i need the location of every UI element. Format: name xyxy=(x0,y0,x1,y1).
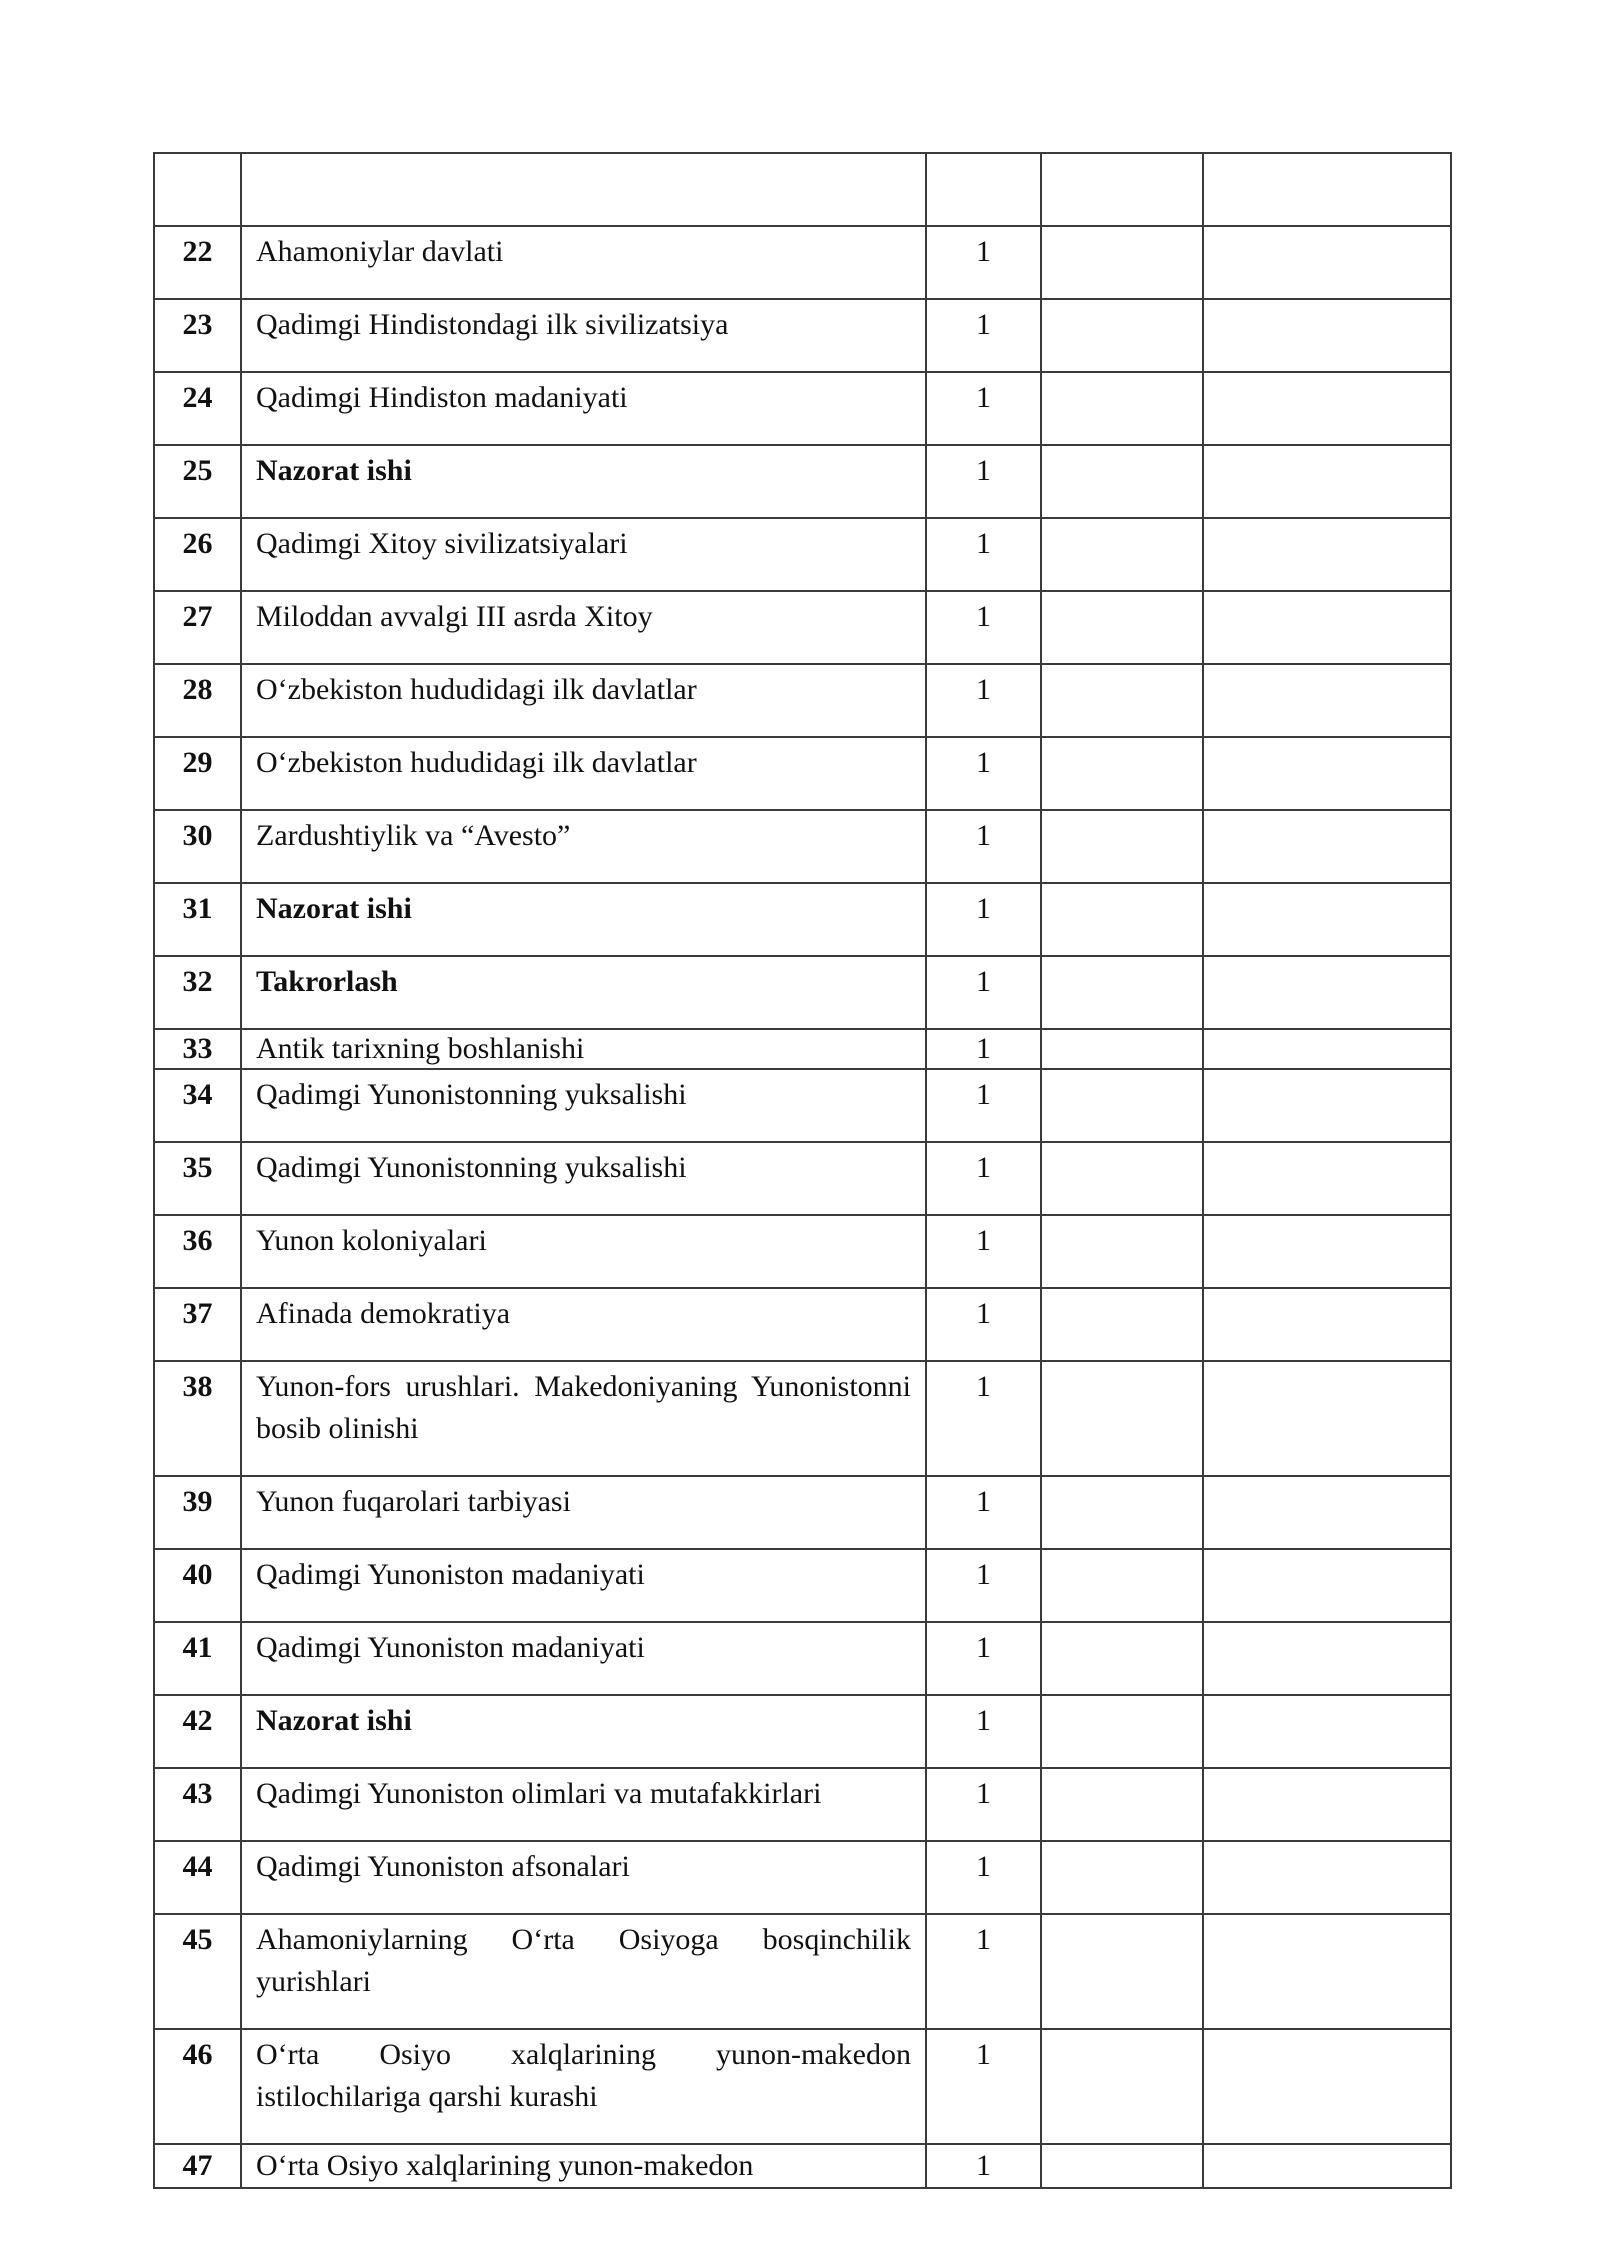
lesson-date-cell xyxy=(1041,1768,1203,1841)
lesson-hours: 1 xyxy=(926,591,1041,664)
lesson-hours: 1 xyxy=(926,445,1041,518)
lesson-number: 29 xyxy=(154,737,241,810)
lesson-hours: 1 xyxy=(926,664,1041,737)
lesson-note-cell xyxy=(1203,2029,1451,2144)
lesson-hours: 1 xyxy=(926,1768,1041,1841)
table-row xyxy=(154,1069,1451,1142)
lesson-topic: O‘zbekiston hududidagi ilk davlatlar xyxy=(241,664,926,737)
lesson-number: 40 xyxy=(154,1549,241,1622)
table-row xyxy=(154,226,1451,299)
table-row xyxy=(154,1695,1451,1768)
lesson-topic: O‘rta Osiyo xalqlarining yunon-makedon xyxy=(241,2144,926,2188)
lesson-hours: 1 xyxy=(926,883,1041,956)
lesson-note-cell xyxy=(1203,1029,1451,1069)
lesson-number: 47 xyxy=(154,2144,241,2188)
lesson-topic: Qadimgi Yunonistonning yuksalishi xyxy=(241,1069,926,1142)
lesson-hours: 1 xyxy=(926,1361,1041,1476)
lesson-date-cell xyxy=(1041,737,1203,810)
table-row xyxy=(154,1914,1451,2029)
table-row xyxy=(154,1768,1451,1841)
lesson-topic: Qadimgi Yunoniston madaniyati xyxy=(241,1549,926,1622)
lesson-number: 39 xyxy=(154,1476,241,1549)
lesson-hours: 1 xyxy=(926,1476,1041,1549)
header-cell-date xyxy=(1041,153,1203,226)
lesson-topic: Antik tarixning boshlanishi xyxy=(241,1029,926,1069)
lesson-topic: Qadimgi Xitoy sivilizatsiyalari xyxy=(241,518,926,591)
lesson-hours: 1 xyxy=(926,1622,1041,1695)
header-cell-topic xyxy=(241,153,926,226)
lesson-hours: 1 xyxy=(926,956,1041,1029)
lesson-topic: Nazorat ishi xyxy=(241,1695,926,1768)
lesson-number: 36 xyxy=(154,1215,241,1288)
header-cell-note xyxy=(1203,153,1451,226)
lesson-topic: Nazorat ishi xyxy=(241,445,926,518)
lesson-hours: 1 xyxy=(926,1142,1041,1215)
lesson-note-cell xyxy=(1203,1914,1451,2029)
lesson-date-cell xyxy=(1041,299,1203,372)
lesson-note-cell xyxy=(1203,1841,1451,1914)
lesson-topic: Qadimgi Hindiston madaniyati xyxy=(241,372,926,445)
lesson-date-cell xyxy=(1041,372,1203,445)
lesson-date-cell xyxy=(1041,445,1203,518)
lesson-note-cell xyxy=(1203,445,1451,518)
lesson-number: 24 xyxy=(154,372,241,445)
lesson-number: 27 xyxy=(154,591,241,664)
lesson-note-cell xyxy=(1203,1069,1451,1142)
lesson-note-cell xyxy=(1203,1549,1451,1622)
table-row xyxy=(154,1215,1451,1288)
table-row xyxy=(154,1622,1451,1695)
lesson-number: 41 xyxy=(154,1622,241,1695)
header-cell-hours xyxy=(926,153,1041,226)
lesson-number: 28 xyxy=(154,664,241,737)
lesson-hours: 1 xyxy=(926,518,1041,591)
lesson-date-cell xyxy=(1041,591,1203,664)
lesson-hours: 1 xyxy=(926,2029,1041,2144)
table-row xyxy=(154,1549,1451,1622)
lesson-hours: 1 xyxy=(926,1288,1041,1361)
lesson-hours: 1 xyxy=(926,299,1041,372)
lesson-topic: O‘rta Osiyo xalqlarining yunon-makedon istilochilariga qarshi kurashi xyxy=(241,2029,926,2144)
lesson-topic: O‘zbekiston hududidagi ilk davlatlar xyxy=(241,737,926,810)
table-row xyxy=(154,1361,1451,1476)
table-row xyxy=(154,2029,1451,2144)
lesson-note-cell xyxy=(1203,2144,1451,2188)
table-body xyxy=(154,153,1451,2188)
lesson-number: 25 xyxy=(154,445,241,518)
lesson-number: 26 xyxy=(154,518,241,591)
table-row xyxy=(154,956,1451,1029)
lesson-hours: 1 xyxy=(926,1029,1041,1069)
table-row xyxy=(154,810,1451,883)
lesson-date-cell xyxy=(1041,1695,1203,1768)
lesson-number: 35 xyxy=(154,1142,241,1215)
lesson-topic: Qadimgi Hindistondagi ilk sivilizatsiya xyxy=(241,299,926,372)
lesson-hours: 1 xyxy=(926,1215,1041,1288)
lesson-number: 45 xyxy=(154,1914,241,2029)
table-row xyxy=(154,591,1451,664)
lesson-date-cell xyxy=(1041,1914,1203,2029)
lesson-date-cell xyxy=(1041,2144,1203,2188)
lesson-number: 44 xyxy=(154,1841,241,1914)
lesson-topic: Nazorat ishi xyxy=(241,883,926,956)
lesson-date-cell xyxy=(1041,1549,1203,1622)
lesson-number: 43 xyxy=(154,1768,241,1841)
lesson-number: 34 xyxy=(154,1069,241,1142)
table-row xyxy=(154,664,1451,737)
table-row xyxy=(154,1476,1451,1549)
lesson-topic: Qadimgi Yunoniston olimlari va mutafakkirlari xyxy=(241,1768,926,1841)
lesson-note-cell xyxy=(1203,372,1451,445)
lesson-note-cell xyxy=(1203,883,1451,956)
lesson-date-cell xyxy=(1041,1361,1203,1476)
table-row xyxy=(154,299,1451,372)
lesson-date-cell xyxy=(1041,1476,1203,1549)
lesson-note-cell xyxy=(1203,299,1451,372)
lesson-note-cell xyxy=(1203,1288,1451,1361)
lesson-note-cell xyxy=(1203,664,1451,737)
lesson-topic: Qadimgi Yunonistonning yuksalishi xyxy=(241,1142,926,1215)
lesson-note-cell xyxy=(1203,737,1451,810)
lesson-note-cell xyxy=(1203,1476,1451,1549)
lesson-hours: 1 xyxy=(926,1069,1041,1142)
table-row xyxy=(154,737,1451,810)
lesson-hours: 1 xyxy=(926,1841,1041,1914)
lesson-date-cell xyxy=(1041,1288,1203,1361)
lesson-plan-table xyxy=(153,152,1452,2189)
lesson-hours: 1 xyxy=(926,810,1041,883)
lesson-date-cell xyxy=(1041,810,1203,883)
table-row xyxy=(154,1288,1451,1361)
lesson-date-cell xyxy=(1041,1215,1203,1288)
lesson-topic: Takrorlash xyxy=(241,956,926,1029)
lesson-note-cell xyxy=(1203,1768,1451,1841)
table-row xyxy=(154,883,1451,956)
lesson-topic: Qadimgi Yunoniston afsonalari xyxy=(241,1841,926,1914)
lesson-number: 23 xyxy=(154,299,241,372)
lesson-topic: Yunon-fors urushlari. Makedoniyaning Yunonistonni bosib olinishi xyxy=(241,1361,926,1476)
lesson-hours: 1 xyxy=(926,372,1041,445)
lesson-hours: 1 xyxy=(926,1549,1041,1622)
lesson-hours: 1 xyxy=(926,1914,1041,2029)
lesson-number: 30 xyxy=(154,810,241,883)
table-row xyxy=(154,518,1451,591)
lesson-note-cell xyxy=(1203,1695,1451,1768)
lesson-note-cell xyxy=(1203,1361,1451,1476)
lesson-topic: Miloddan avvalgi III asrda Xitoy xyxy=(241,591,926,664)
lesson-note-cell xyxy=(1203,1215,1451,1288)
lesson-number: 31 xyxy=(154,883,241,956)
lesson-hours: 1 xyxy=(926,2144,1041,2188)
lesson-hours: 1 xyxy=(926,226,1041,299)
lesson-note-cell xyxy=(1203,1622,1451,1695)
table-row xyxy=(154,1841,1451,1914)
lesson-date-cell xyxy=(1041,1841,1203,1914)
lesson-topic: Qadimgi Yunoniston madaniyati xyxy=(241,1622,926,1695)
lesson-number: 32 xyxy=(154,956,241,1029)
lesson-note-cell xyxy=(1203,518,1451,591)
lesson-topic: Yunon koloniyalari xyxy=(241,1215,926,1288)
lesson-note-cell xyxy=(1203,1142,1451,1215)
lesson-note-cell xyxy=(1203,810,1451,883)
lesson-topic: Ahamoniylar davlati xyxy=(241,226,926,299)
lesson-date-cell xyxy=(1041,664,1203,737)
lesson-number: 33 xyxy=(154,1029,241,1069)
lesson-date-cell xyxy=(1041,226,1203,299)
lesson-topic: Zardushtiylik va “Avesto” xyxy=(241,810,926,883)
table-row xyxy=(154,1142,1451,1215)
lesson-note-cell xyxy=(1203,226,1451,299)
lesson-note-cell xyxy=(1203,956,1451,1029)
lesson-date-cell xyxy=(1041,883,1203,956)
lesson-topic: Yunon fuqarolari tarbiyasi xyxy=(241,1476,926,1549)
lesson-date-cell xyxy=(1041,518,1203,591)
lesson-date-cell xyxy=(1041,1069,1203,1142)
lesson-date-cell xyxy=(1041,1029,1203,1069)
lesson-hours: 1 xyxy=(926,1695,1041,1768)
lesson-number: 22 xyxy=(154,226,241,299)
lesson-date-cell xyxy=(1041,1622,1203,1695)
lesson-hours: 1 xyxy=(926,737,1041,810)
lesson-number: 37 xyxy=(154,1288,241,1361)
table-row xyxy=(154,445,1451,518)
lesson-topic: Ahamoniylarning O‘rta Osiyoga bosqinchilik yurishlari xyxy=(241,1914,926,2029)
header-cell-num xyxy=(154,153,241,226)
table-row xyxy=(154,2144,1451,2188)
table-row xyxy=(154,372,1451,445)
lesson-date-cell xyxy=(1041,956,1203,1029)
lesson-number: 42 xyxy=(154,1695,241,1768)
table-row xyxy=(154,1029,1451,1069)
lesson-note-cell xyxy=(1203,591,1451,664)
lesson-date-cell xyxy=(1041,1142,1203,1215)
lesson-topic: Afinada demokratiya xyxy=(241,1288,926,1361)
header-row xyxy=(154,153,1451,226)
lesson-number: 38 xyxy=(154,1361,241,1476)
lesson-date-cell xyxy=(1041,2029,1203,2144)
lesson-number: 46 xyxy=(154,2029,241,2144)
